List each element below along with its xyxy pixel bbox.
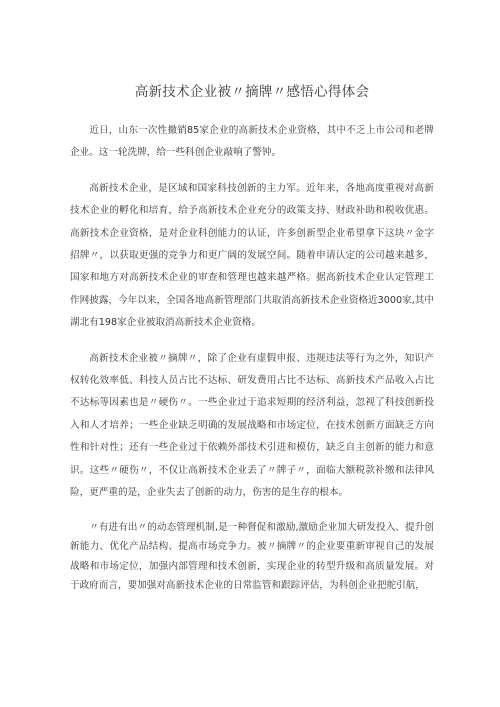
paragraph-reasons: 高新技术企业被〃摘牌〃，除了企业有虚假申报、违规违法等行为之外，知识产权转化效率低、科技人员占比不达标、研发费用占比不达标、高新技术产品收入占比不达标等因素也是〃硬伤〃。一些企业过于追求短期的经济利益，忽视了科技创新投入和人才培养；一些企业缺乏明确的发展战略和市场定位，在技术创新方面缺乏方向性和针对性；还有一些企业过于依赖外部技术引进和模仿，缺乏自主创新的能力和意识。这些〃硬伤〃，不仅让高新技术企业丢了〃牌子〃，面临大额税款补缴和法律风险，更严重的是，企业失去了创新的动力，伤害的是生存的根本。 [70,352,434,499]
paragraph-background: 高新技术企业，是区域和国家科技创新的主力军。近年来，各地高度重视对高新技术企业的孵化和培育，给予高新技术企业充分的政策支持、财政补助和税收优惠。高新技术企业资格，是对企业科创能力的认证，许多创新型企业希望拿下这块〃金字招牌〃，以获取更强的竞争力和更广阔的发展空间。随着申请认定的公司越来越多，国家和地方对高新技术企业的审查和管理也越来越严格。据高新技术企业认定管理工作网披露，今年以来，全国各地高新管理部门共取消高新技术企业资格近3000家,其中湖北有198家企业被取消高新技术企业资格。 [70,182,434,329]
paragraph-mechanism: 〃有进有出〃的动态管理机制,是一种督促和激励,激励企业加大研发投入、提升创新能力、优化产品结构、提高市场竞争力。被〃摘牌〃的企业要重新审视自己的发展战略和市场定位，加强内部管理和技术创新，实现企业的转型升级和高质量发展。对于政府而言，要加强对高新技术企业的日常监管和跟踪评估，为科创企业把舵引航， [70,521,434,591]
document-title: 高新技术企业被〃摘牌〃感悟心得体会 [134,84,370,100]
paragraph-intro: 近日，山东一次性撤销85家企业的高新技术企业资格，其中不乏上市公司和老牌企业。这一轮洗牌，给一些科创企业敲响了警钟。 [70,125,434,159]
